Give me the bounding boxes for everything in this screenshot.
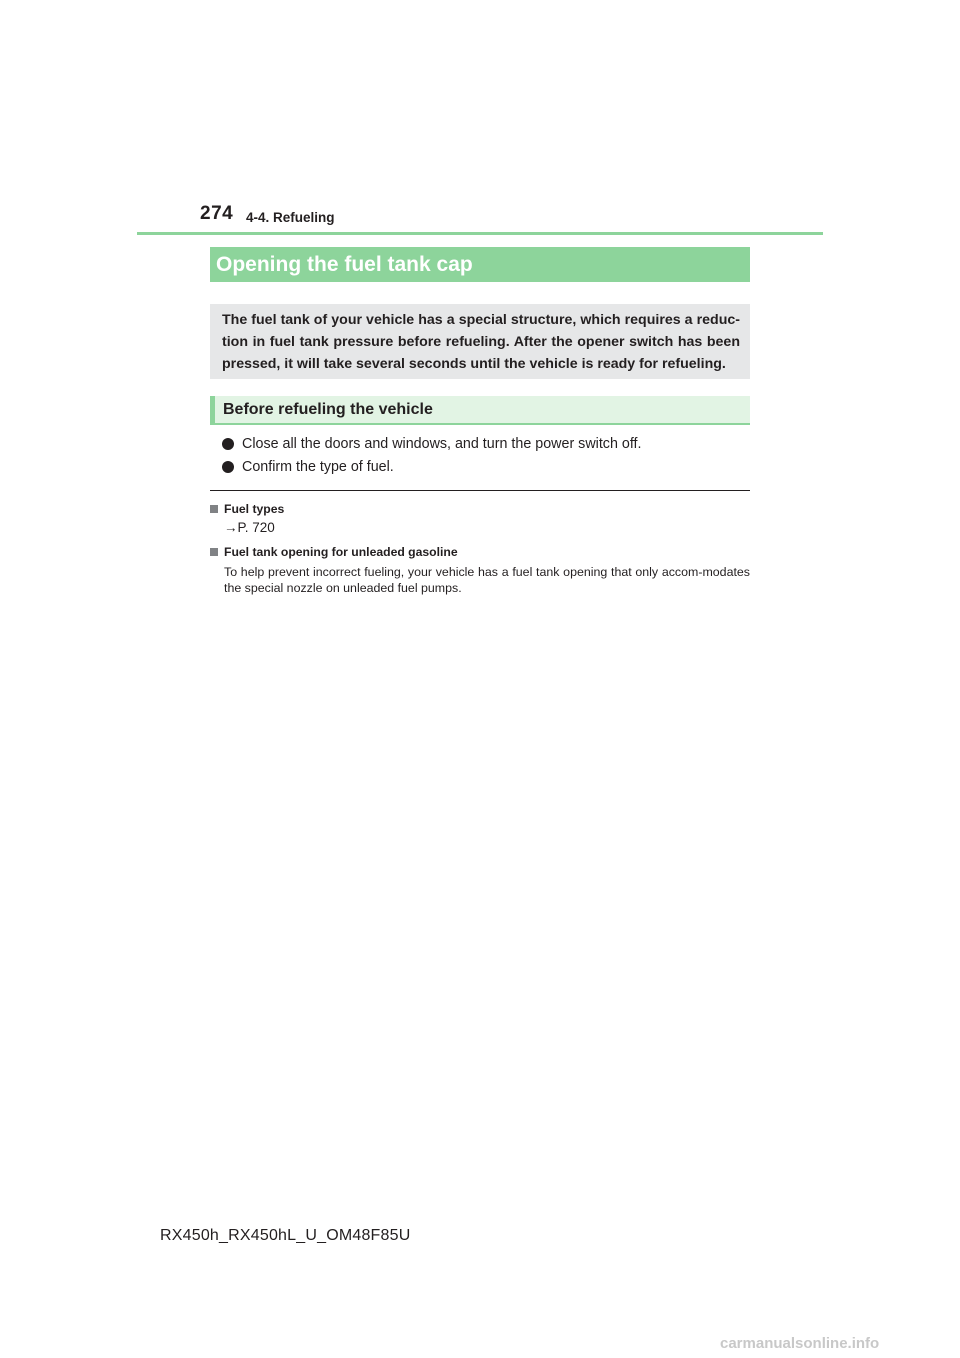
intro-text: The fuel tank of your vehicle has a special structure, which requires a reduc-tion in fuel tank pressure before refueling. After the opener switch has been pressed, it will take several seconds until the vehicle is ready for refueling.	[222, 312, 740, 372]
subheading-bar	[210, 396, 750, 425]
footer-model-code: RX450h_RX450hL_U_OM48F85U	[160, 1227, 411, 1244]
note-fuel-types	[210, 502, 750, 535]
note-heading: Fuel types	[224, 502, 285, 516]
bullet-icon	[222, 461, 234, 473]
list-item-text: Confirm the type of fuel.	[242, 458, 394, 475]
note-heading-row	[210, 545, 750, 559]
list-item	[222, 455, 750, 478]
note-body: To help prevent incorrect fueling, your vehicle has a fuel tank opening that only accom-modates the special nozzle on unleaded fuel pumps.	[224, 565, 750, 595]
list-item	[222, 432, 750, 455]
watermark: carmanualsonline.info	[720, 1335, 880, 1352]
page-reference-link[interactable]: →P. 720	[224, 520, 275, 535]
header-rule	[137, 232, 823, 235]
bullet-icon	[222, 438, 234, 450]
intro-box	[210, 304, 750, 379]
square-bullet-icon	[210, 505, 218, 513]
bullet-list	[222, 432, 750, 478]
divider	[210, 490, 750, 491]
square-bullet-icon	[210, 548, 218, 556]
list-item-text: Close all the doors and windows, and turn the power switch off.	[242, 435, 642, 452]
note-fuel-tank-opening	[210, 545, 750, 596]
note-heading-row	[210, 502, 750, 516]
page-title: Opening the fuel tank cap	[216, 253, 473, 276]
page-number: 274	[200, 203, 234, 224]
note-heading: Fuel tank opening for unleaded gasoline	[224, 545, 458, 559]
subheading: Before refueling the vehicle	[223, 401, 433, 418]
section-title-bar	[210, 247, 750, 282]
section-label: 4-4. Refueling	[246, 210, 335, 225]
